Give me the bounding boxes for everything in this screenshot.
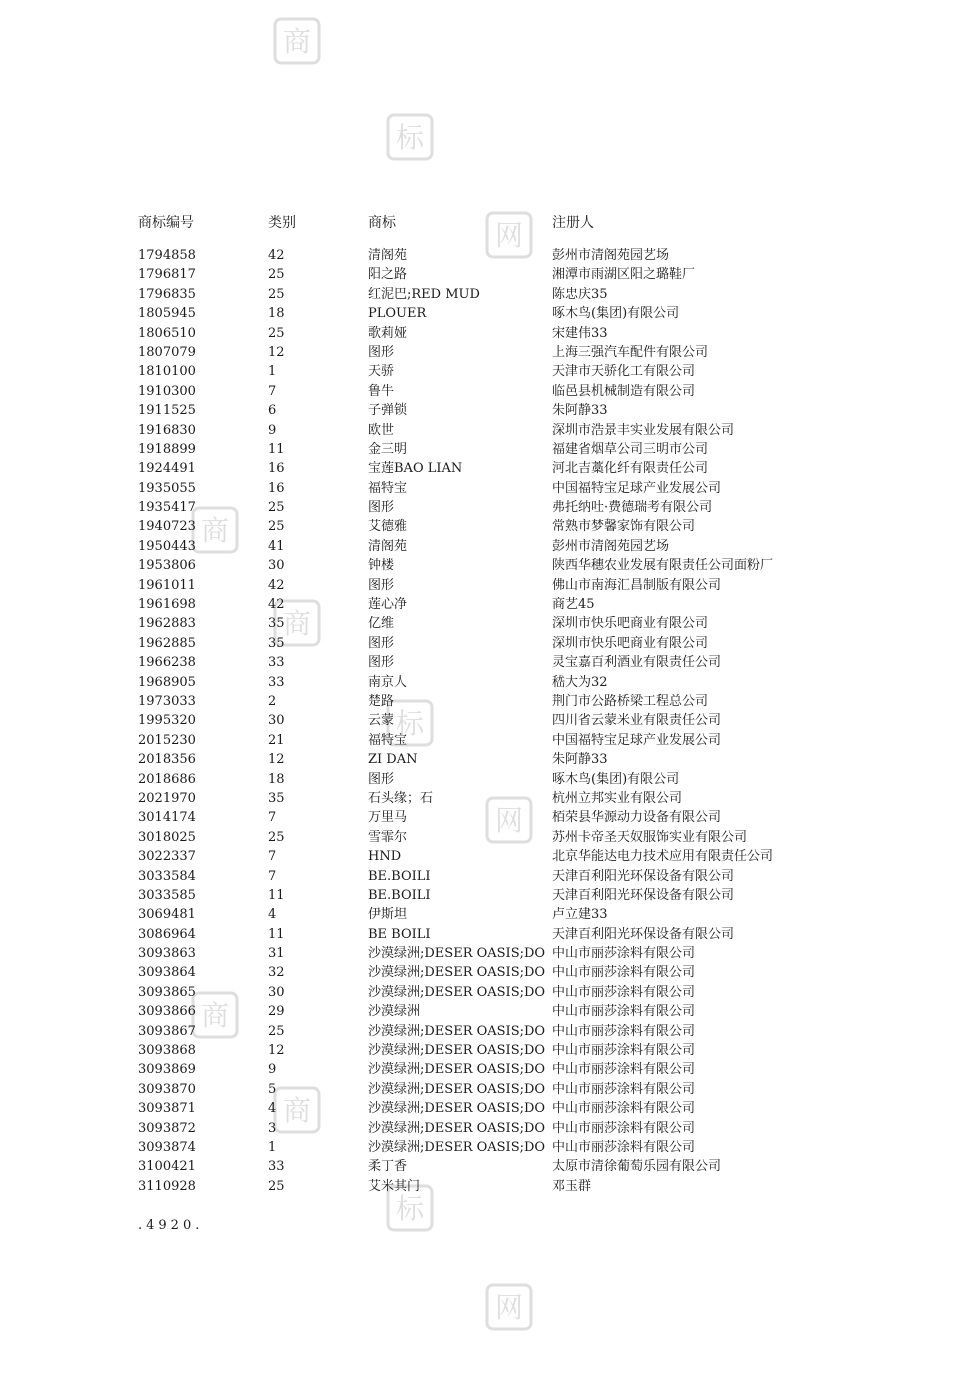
cell-class: 5 (268, 1081, 277, 1097)
cell-registrant: 深圳市快乐吧商业有限公司 (552, 635, 709, 651)
table-row (138, 1177, 858, 1196)
cell-registrant: 彭州市清阁苑园艺场 (552, 248, 670, 263)
cell-trademark: 伊斯坦 (368, 907, 408, 923)
cell-class: 16 (268, 480, 285, 496)
table-row (138, 440, 858, 459)
cell-class: 16 (268, 461, 285, 477)
cell-registrant: 中山市丽莎涂料有限公司 (552, 1139, 696, 1155)
cell-registrant: 陈忠庆35 (552, 286, 608, 302)
cell-class: 29 (268, 1004, 285, 1020)
cell-class: 7 (268, 383, 277, 399)
cell-class: 21 (268, 732, 285, 748)
cell-registrant: 中山市丽莎涂料有限公司 (552, 1004, 696, 1020)
cell-class: 42 (268, 577, 285, 593)
cell-registrant: 中山市丽莎涂料有限公司 (552, 1023, 696, 1039)
cell-registrant: 北京华能达电力技术应用有限责任公司 (552, 849, 774, 865)
cell-class: 35 (268, 790, 285, 806)
cell-class: 33 (268, 655, 285, 671)
cell-trademark-number: 1796817 (138, 267, 196, 283)
cell-trademark: 钟楼 (368, 558, 395, 574)
table-row (138, 246, 858, 265)
cell-class: 18 (268, 771, 285, 787)
cell-trademark: 红泥巴;RED MUD (368, 286, 480, 302)
svg-text:商: 商 (200, 999, 230, 1032)
cell-registrant: 天津百利阳光环保设备有限公司 (552, 926, 735, 942)
table-row (138, 459, 858, 478)
cell-registrant: 啄木鸟(集团)有限公司 (552, 771, 680, 787)
cell-class: 31 (268, 946, 285, 962)
cell-trademark-number: 1968905 (138, 674, 196, 690)
table-row (138, 634, 858, 653)
trademark-table (138, 212, 858, 1196)
cell-trademark: 图形 (368, 344, 395, 360)
cell-trademark: ZI DAN (368, 752, 418, 768)
cell-class: 11 (268, 926, 285, 942)
table-row (138, 750, 858, 769)
cell-trademark: 图形 (368, 577, 395, 593)
cell-class: 35 (268, 616, 285, 632)
cell-trademark-number: 3100421 (138, 1159, 196, 1175)
cell-registrant: 灵宝嘉百利酒业有限责任公司 (552, 655, 722, 671)
table-row (138, 925, 858, 944)
cell-trademark-number: 1953806 (138, 558, 196, 574)
cell-registrant: 佛山市南海汇昌制版有限公司 (552, 577, 722, 593)
cell-class: 25 (268, 325, 285, 341)
table-row (138, 304, 858, 323)
cell-trademark: 图形 (368, 655, 395, 671)
cell-registrant: 天津百利阳光环保设备有限公司 (552, 868, 735, 884)
table-row (138, 537, 858, 556)
cell-class: 42 (268, 597, 285, 613)
cell-trademark: 欧世 (368, 422, 395, 438)
table-row (138, 285, 858, 304)
cell-trademark-number: 3069481 (138, 907, 196, 923)
cell-class: 18 (268, 306, 285, 322)
cell-trademark: 天骄 (368, 364, 395, 380)
cell-trademark: 艾米其门 (368, 1178, 421, 1194)
cell-trademark-number: 3014174 (138, 810, 196, 826)
cell-trademark: 金三明 (368, 441, 408, 457)
cell-trademark-number: 1995320 (138, 713, 196, 729)
cell-class: 1 (268, 1139, 277, 1155)
table-row (138, 886, 858, 905)
table-row (138, 847, 858, 866)
table-row (138, 711, 858, 730)
cell-trademark: 沙漠绿洲;DESER OASIS;DO (368, 1139, 546, 1155)
cell-registrant: 中山市丽莎涂料有限公司 (552, 965, 696, 981)
cell-trademark: 万里马 (368, 810, 408, 826)
cell-trademark: 鲁牛 (368, 383, 395, 399)
header-registrant: 注册人 (552, 215, 594, 231)
cell-trademark-number: 3093864 (138, 965, 196, 981)
cell-trademark-number: 3093874 (138, 1139, 196, 1155)
cell-class: 1 (268, 364, 277, 380)
cell-trademark: 沙漠绿洲;DESER OASIS;DO (368, 965, 546, 981)
table-row (138, 517, 858, 536)
cell-registrant: 天津市天骄化工有限公司 (552, 364, 696, 380)
cell-registrant: 荆门市公路桥梁工程总公司 (552, 693, 709, 709)
cell-class: 33 (268, 674, 285, 690)
table-row (138, 556, 858, 575)
cell-registrant: 中山市丽莎涂料有限公司 (552, 946, 696, 962)
table-row (138, 498, 858, 517)
cell-trademark-number: 3086964 (138, 926, 196, 942)
cell-trademark-number: 2018686 (138, 771, 196, 787)
cell-registrant: 朱阿静33 (552, 752, 608, 768)
header-trademark-number: 商标编号 (138, 215, 194, 231)
cell-trademark: 福特宝 (368, 732, 408, 748)
cell-trademark: 艾德雅 (368, 519, 408, 535)
cell-class: 25 (268, 286, 285, 302)
cell-trademark: 亿维 (368, 616, 395, 632)
cell-class: 6 (268, 403, 277, 419)
table-body (138, 246, 858, 1196)
watermark-shang (272, 16, 322, 66)
table-row (138, 324, 858, 343)
cell-class: 25 (268, 500, 285, 516)
cell-class: 3 (268, 1120, 277, 1136)
cell-trademark-number: 1961011 (138, 577, 196, 593)
table-header (138, 212, 858, 232)
table-row (138, 401, 858, 420)
cell-trademark-number: 2015230 (138, 732, 196, 748)
cell-registrant: 天津百利阳光环保设备有限公司 (552, 887, 735, 903)
cell-trademark-number: 1806510 (138, 325, 196, 341)
svg-text:网: 网 (494, 804, 524, 837)
table-row (138, 1138, 858, 1157)
cell-trademark-number: 1918899 (138, 441, 196, 457)
cell-trademark: BE BOILI (368, 926, 431, 942)
cell-trademark-number: 1935417 (138, 500, 196, 516)
cell-class: 42 (268, 248, 285, 263)
cell-trademark: 图形 (368, 500, 395, 516)
svg-text:商: 商 (282, 607, 312, 640)
cell-registrant: 中山市丽莎涂料有限公司 (552, 984, 696, 1000)
cell-trademark-number: 1973033 (138, 693, 196, 709)
cell-trademark-number: 3093872 (138, 1120, 196, 1136)
cell-registrant: 商艺45 (552, 597, 595, 613)
table-row (138, 867, 858, 886)
table-row (138, 673, 858, 692)
cell-trademark-number: 1794858 (138, 248, 196, 263)
cell-trademark: 清阁苑 (368, 538, 408, 554)
table-row (138, 653, 858, 672)
cell-trademark: 沙漠绿洲;DESER OASIS;DO (368, 946, 546, 962)
table-row (138, 905, 858, 924)
cell-trademark-number: 3093870 (138, 1081, 196, 1097)
table-row (138, 479, 858, 498)
cell-registrant: 朱阿静33 (552, 403, 608, 419)
cell-trademark-number: 3022337 (138, 849, 196, 865)
cell-trademark-number: 1911525 (138, 403, 196, 419)
table-row (138, 1060, 858, 1079)
table-row (138, 1080, 858, 1099)
header-class: 类别 (268, 215, 296, 231)
cell-registrant: 河北吉藁化纤有限责任公司 (552, 461, 709, 477)
cell-trademark-number: 3018025 (138, 829, 196, 845)
cell-trademark-number: 1962883 (138, 616, 196, 632)
cell-trademark: 福特宝 (368, 480, 408, 496)
table-row (138, 421, 858, 440)
cell-trademark: 楚路 (368, 693, 395, 709)
cell-class: 25 (268, 1178, 285, 1194)
cell-trademark: 阳之路 (368, 267, 408, 283)
cell-class: 41 (268, 538, 285, 554)
page-footer-number: .4920. (138, 1218, 204, 1233)
cell-trademark-number: 3093865 (138, 984, 196, 1000)
cell-registrant: 中山市丽莎涂料有限公司 (552, 1043, 696, 1059)
watermark-wang (484, 1282, 534, 1332)
cell-registrant: 苏州卡帝圣天奴服饰实业有限公司 (552, 829, 748, 845)
cell-trademark-number: 1807079 (138, 344, 196, 360)
cell-trademark: BE.BOILI (368, 868, 431, 884)
cell-registrant: 常熟市梦馨家饰有限公司 (552, 519, 696, 535)
table-row (138, 828, 858, 847)
cell-trademark-number: 1805945 (138, 306, 196, 322)
header-trademark: 商标 (368, 215, 396, 231)
svg-text:标: 标 (395, 1192, 425, 1225)
cell-registrant: 中山市丽莎涂料有限公司 (552, 1062, 696, 1078)
svg-text:商: 商 (282, 25, 312, 58)
cell-trademark-number: 1796835 (138, 286, 196, 302)
cell-trademark: 雪霏尔 (368, 829, 408, 845)
cell-class: 11 (268, 887, 285, 903)
cell-registrant: 深圳市浩景丰实业发展有限公司 (552, 422, 735, 438)
cell-trademark: BE.BOILI (368, 887, 431, 903)
cell-registrant: 陕西华穗农业发展有限责任公司面粉厂 (552, 558, 774, 574)
table-row (138, 595, 858, 614)
cell-class: 35 (268, 635, 285, 651)
cell-trademark-number: 3093869 (138, 1062, 196, 1078)
cell-trademark: 云蒙 (368, 713, 395, 729)
cell-trademark: 图形 (368, 635, 395, 651)
table-row (138, 614, 858, 633)
table-row (138, 983, 858, 1002)
table-row (138, 265, 858, 284)
cell-class: 11 (268, 441, 285, 457)
cell-registrant: 栢荣县华源动力设备有限公司 (552, 810, 722, 826)
cell-trademark: 沙漠绿洲;DESER OASIS;DO (368, 1081, 546, 1097)
svg-text:商: 商 (282, 1094, 312, 1127)
cell-trademark-number: 3093867 (138, 1023, 196, 1039)
cell-registrant: 弗托纳吐·费德瑞考有限公司 (552, 500, 713, 516)
cell-trademark-number: 1916830 (138, 422, 196, 438)
cell-trademark-number: 2018356 (138, 752, 196, 768)
cell-class: 25 (268, 519, 285, 535)
svg-text:商: 商 (200, 514, 230, 547)
cell-trademark-number: 1950443 (138, 538, 196, 554)
cell-trademark: 子弹锁 (368, 403, 408, 419)
cell-class: 7 (268, 810, 277, 826)
cell-trademark-number: 1910300 (138, 383, 196, 399)
cell-registrant: 四川省云蒙米业有限责任公司 (552, 713, 722, 729)
cell-registrant: 临邑县机械制造有限公司 (552, 383, 696, 399)
svg-text:网: 网 (494, 1291, 524, 1324)
cell-class: 7 (268, 868, 277, 884)
cell-trademark: 沙漠绿洲;DESER OASIS;DO (368, 1101, 546, 1117)
cell-registrant: 邓玉群 (552, 1178, 592, 1194)
table-row (138, 770, 858, 789)
cell-registrant: 彭州市清阁苑园艺场 (552, 538, 670, 554)
cell-trademark-number: 3093868 (138, 1043, 196, 1059)
cell-registrant: 中国福特宝足球产业发展公司 (552, 732, 722, 748)
cell-trademark-number: 3033584 (138, 868, 196, 884)
cell-registrant: 杭州立邦实业有限公司 (552, 790, 683, 806)
cell-trademark: 沙漠绿洲;DESER OASIS;DO (368, 1062, 546, 1078)
cell-trademark-number: 3033585 (138, 887, 196, 903)
cell-registrant: 啄木鸟(集团)有限公司 (552, 306, 680, 322)
cell-trademark-number: 3110928 (138, 1178, 196, 1194)
table-row (138, 1099, 858, 1118)
cell-trademark: 沙漠绿洲 (368, 1004, 421, 1020)
cell-trademark: 清阁苑 (368, 248, 408, 263)
svg-text:网: 网 (494, 219, 524, 252)
cell-class: 12 (268, 752, 285, 768)
cell-trademark: 宝莲BAO LIAN (368, 461, 463, 477)
cell-class: 25 (268, 829, 285, 845)
cell-class: 30 (268, 984, 285, 1000)
cell-registrant: 湘潭市雨湖区阳之璐鞋厂 (552, 267, 696, 283)
cell-registrant: 卢立建33 (552, 907, 608, 923)
watermark-biao (385, 112, 435, 162)
cell-registrant: 福建省烟草公司三明市公司 (552, 441, 709, 457)
cell-trademark-number: 1962885 (138, 635, 196, 651)
cell-class: 12 (268, 1043, 285, 1059)
svg-text:标: 标 (395, 707, 425, 740)
cell-trademark-number: 3093863 (138, 946, 196, 962)
cell-trademark-number: 1924491 (138, 461, 196, 477)
cell-trademark-number: 1935055 (138, 480, 196, 496)
cell-class: 4 (268, 907, 277, 923)
cell-class: 4 (268, 1101, 277, 1117)
cell-registrant: 太原市清徐葡萄乐园有限公司 (552, 1159, 722, 1175)
cell-class: 25 (268, 267, 285, 283)
cell-registrant: 中国福特宝足球产业发展公司 (552, 480, 722, 496)
cell-class: 12 (268, 344, 285, 360)
table-row (138, 1022, 858, 1041)
cell-registrant: 深圳市快乐吧商业有限公司 (552, 616, 709, 632)
table-row (138, 1002, 858, 1021)
cell-registrant: 中山市丽莎涂料有限公司 (552, 1081, 696, 1097)
cell-trademark: PLOUER (368, 306, 427, 322)
cell-trademark-number: 1961698 (138, 597, 196, 613)
table-row (138, 382, 858, 401)
cell-class: 2 (268, 693, 277, 709)
table-row (138, 1119, 858, 1138)
cell-trademark: 沙漠绿洲;DESER OASIS;DO (368, 1043, 546, 1059)
cell-registrant: 中山市丽莎涂料有限公司 (552, 1101, 696, 1117)
cell-class: 7 (268, 849, 277, 865)
cell-class: 30 (268, 713, 285, 729)
cell-trademark-number: 1966238 (138, 655, 196, 671)
cell-registrant: 嵇大为32 (552, 674, 608, 690)
table-row (138, 576, 858, 595)
cell-registrant: 上海三强汽车配件有限公司 (552, 344, 709, 360)
table-row (138, 808, 858, 827)
cell-trademark: 柔丁香 (368, 1159, 408, 1175)
table-row (138, 789, 858, 808)
cell-class: 32 (268, 965, 285, 981)
cell-trademark: 沙漠绿洲;DESER OASIS;DO (368, 1023, 546, 1039)
cell-registrant: 宋建伟33 (552, 325, 608, 341)
cell-class: 9 (268, 422, 277, 438)
cell-trademark: 沙漠绿洲;DESER OASIS;DO (368, 1120, 546, 1136)
cell-trademark: 南京人 (368, 674, 408, 690)
table-row (138, 343, 858, 362)
svg-text:标: 标 (395, 121, 425, 154)
cell-trademark: 莲心净 (368, 597, 408, 613)
cell-trademark: 图形 (368, 771, 395, 787)
cell-class: 25 (268, 1023, 285, 1039)
cell-trademark: 歌莉娅 (368, 325, 408, 341)
cell-class: 9 (268, 1062, 277, 1078)
cell-trademark: HND (368, 849, 402, 865)
cell-registrant: 中山市丽莎涂料有限公司 (552, 1120, 696, 1136)
cell-trademark-number: 3093871 (138, 1101, 196, 1117)
cell-trademark: 石头缘；石 (368, 790, 434, 806)
table-row (138, 731, 858, 750)
cell-class: 33 (268, 1159, 285, 1175)
table-row (138, 362, 858, 381)
table-row (138, 1041, 858, 1060)
table-row (138, 692, 858, 711)
cell-class: 30 (268, 558, 285, 574)
cell-trademark-number: 1940723 (138, 519, 196, 535)
table-row (138, 944, 858, 963)
cell-trademark-number: 3093866 (138, 1004, 196, 1020)
cell-trademark-number: 2021970 (138, 790, 196, 806)
cell-trademark-number: 1810100 (138, 364, 196, 380)
cell-trademark: 沙漠绿洲;DESER OASIS;DO (368, 984, 546, 1000)
table-row (138, 1157, 858, 1176)
table-row (138, 963, 858, 982)
